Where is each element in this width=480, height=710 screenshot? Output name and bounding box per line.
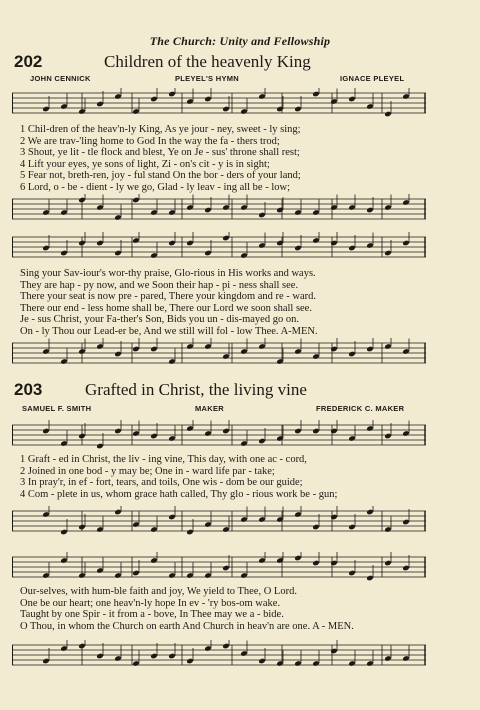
- verse-line: O Thou, in whom the Church on earth And Church in heav'n are one. A - MEN.: [20, 620, 354, 632]
- hymn-author: SAMUEL F. SMITH: [22, 404, 92, 413]
- verse-line: 5 Fear not, breth-ren, joy - ful stand On the bor - ders of your land;: [20, 170, 301, 181]
- verse-block-1b: [20, 268, 318, 337]
- verse-line: There your seat is now pre - pared, There your kingdom and re - ward.: [20, 291, 317, 302]
- music-staff-treble: [12, 420, 426, 450]
- music-staff-treble: [12, 552, 426, 582]
- verse-line: Our-selves, with hum-ble faith and joy, We yield to Thee, O Lord.: [20, 586, 297, 597]
- hymn-author: JOHN CENNICK: [30, 74, 91, 83]
- verse-line: 1 Chil-dren of the heav'n-ly King, As ye jour - ney, sweet - ly sing;: [20, 124, 301, 135]
- music-staff-treble: [12, 232, 426, 262]
- verse-line: 4 Lift your eyes, ye sons of light, Zi - on's cit - y is in sight;: [20, 158, 270, 170]
- verse-line: Sing your Sav-iour's wor-thy praise, Glo-rious in His works and ways.: [20, 268, 316, 279]
- verse-line: 4 Com - plete in us, whom grace hath called, Thy glo - rious work be - gun;: [20, 488, 338, 500]
- verse-line: 1 Graft - ed in Christ, the liv - ing vine, This day, with one ac - cord,: [20, 454, 307, 465]
- hymn-number: 203: [14, 380, 43, 399]
- verse-line: On - ly Thou our Lead-er be, And we still will fol - low Thee. A-MEN.: [20, 325, 318, 337]
- hymn-number: 202: [14, 52, 43, 71]
- page-header: The Church: Unity and Fellowship: [149, 34, 331, 48]
- verse-line: There our end - less home shall be, There our Lord we soon shall see.: [20, 302, 312, 314]
- music-staff-treble: [12, 88, 426, 118]
- verse-block-2b: [20, 586, 354, 632]
- verse-block-2a: [20, 454, 337, 500]
- music-staff-bass: [12, 640, 426, 670]
- hymn-composer: IGNACE PLEYEL: [340, 74, 405, 83]
- hymn-tune: PLEYEL'S HYMN: [175, 74, 240, 83]
- hymn-title: Children of the heavenly King: [104, 52, 311, 71]
- verse-line: 3 In pray'r, in ef - fort, tears, and toils, One wis - dom be our guide;: [20, 477, 303, 488]
- verse-line: 2 Joined in one bod - y may be; One in - ward life par - take;: [20, 465, 275, 477]
- music-staff-bass: [12, 194, 426, 224]
- music-staff-bass: [12, 506, 426, 536]
- verse-line: One be our heart; one heav'n-ly hope In ev - 'ry bos-om wake.: [20, 597, 281, 609]
- verse-line: They are hap - py now, and we Soon their hap - pi - ness shall see.: [20, 279, 299, 291]
- music-staff-bass: [12, 338, 426, 368]
- verse-block-1a: [20, 124, 301, 193]
- verse-line: Je - sus Christ, your Fa-ther's Son, Bids you un - dis-mayed go on.: [20, 314, 299, 325]
- hymn-title: Grafted in Christ, the living vine: [85, 380, 307, 399]
- verse-line: 2 We are trav-'ling home to God In the way the fa - thers trod;: [20, 135, 280, 147]
- verse-line: 3 Shout, ye lit - tle flock and blest, Ye on Je - sus' throne shall rest;: [20, 147, 300, 158]
- hymn-composer: FREDERICK C. MAKER: [316, 404, 405, 413]
- verse-line: Taught by one Spir - it from a - bove, In Thee may we a - bide.: [20, 609, 284, 620]
- hymn-tune: MAKER: [195, 404, 224, 413]
- verse-line: 6 Lord, o - be - dient - ly we go, Glad - ly leav - ing all be - low;: [20, 181, 291, 193]
